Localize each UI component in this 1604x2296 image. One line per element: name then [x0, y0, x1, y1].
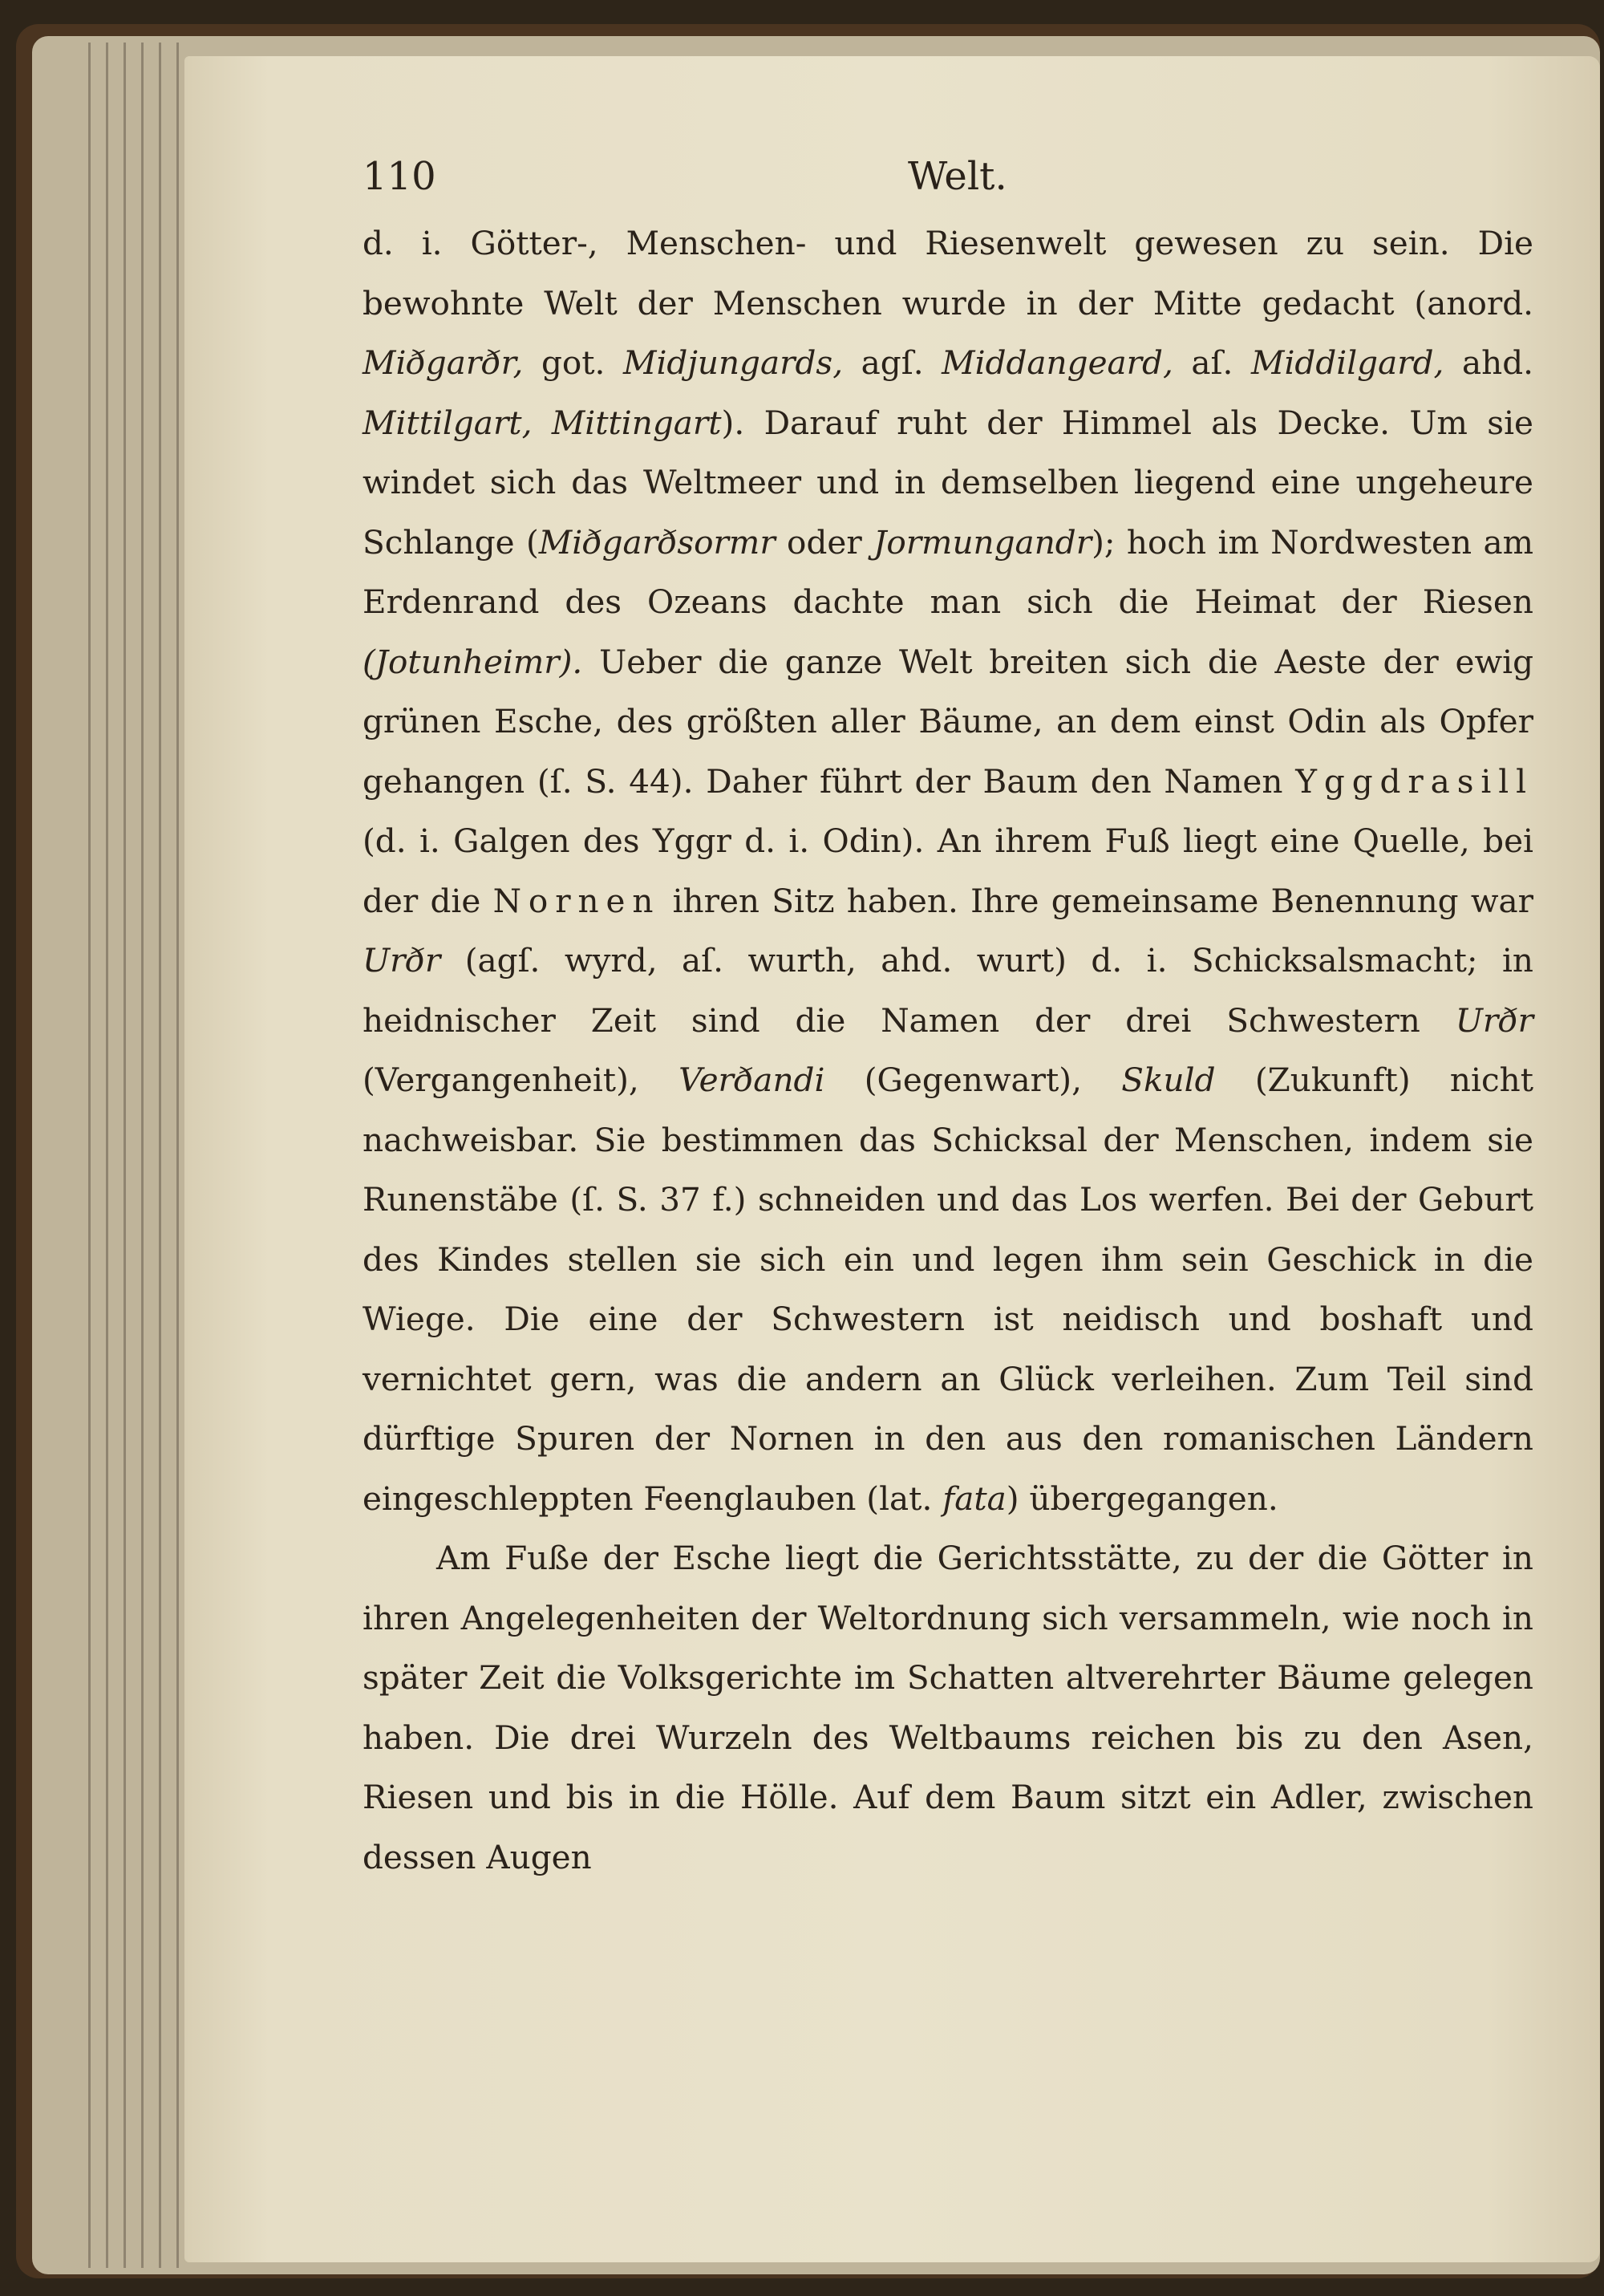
italic-term: Mittilgart, Mittingart: [363, 403, 722, 442]
italic-term: Jormungandr: [873, 522, 1092, 562]
italic-term: Middangeard,: [942, 343, 1173, 382]
text-run: agſ.: [843, 343, 942, 382]
text-run: (d. i. Galgen des Yggr d. i. Odin). An ihrem Fuß liegt eine Quelle, bei der die: [363, 821, 1533, 920]
body-paragraph: [363, 1528, 1533, 1887]
italic-term: Middilgard,: [1250, 343, 1444, 382]
text-run: (agſ. wyrd, aſ. wurth, ahd. wurt) d. i. Schicksalsmacht; in heidnischer Zeit sind die Namen der drei Schwestern: [363, 941, 1533, 1040]
page-leaf-edge: [88, 43, 91, 2268]
text-run: got.: [523, 343, 623, 382]
text-run: ahd.: [1444, 343, 1533, 382]
spaced-term: Yggdrasill: [1295, 761, 1533, 801]
italic-term: Miðgarðsormr: [538, 522, 776, 562]
italic-term: Urðr: [363, 941, 441, 980]
text-run: Ueber die ganze Welt breiten sich die Aeste der ewig grünen Esche, des größten aller Bäume, an dem einst Odin als Opfer gehangen (ſ. S. 44). Daher führt der Baum den Namen: [363, 642, 1533, 801]
page-leaf-edge: [159, 43, 161, 2268]
italic-term: Urðr: [1455, 1000, 1533, 1040]
body-paragraph: [363, 213, 1533, 1528]
text-run: ). Darauf ruht der Himmel als Decke. Um sie windet sich das Weltmeer und in demselben liegend eine ungeheure Schlange (: [363, 403, 1533, 562]
page-leaf-edge: [124, 43, 126, 2268]
running-title: Welt.: [908, 154, 1007, 199]
text-run: (Zukunft) nicht nachweisbar. Sie bestimmen das Schicksal der Menschen, indem sie Runenstäbe (ſ. S. 37 f.) schneiden und das Los werfen. Bei der Geburt des Kindes stellen sie sich ein und legen ihm sein Geschick in die Wiege. Die eine der Schwestern ist neidisch und boshaft und vernichtet gern, was die andern an Glück verleihen. Zum Teil sind dürftige Spuren der Nornen in den aus den romanischen Ländern eingeschleppten Feenglauben (lat.: [363, 1061, 1534, 1518]
page-text-block: [363, 146, 1533, 1887]
spaced-term: Nornen: [492, 881, 661, 920]
text-run: (Gegenwart),: [824, 1061, 1122, 1099]
text-run: oder: [775, 522, 874, 562]
text-run: aſ.: [1173, 343, 1251, 382]
running-head: [363, 146, 1533, 213]
text-run: (Vergangenheit),: [363, 1061, 679, 1099]
italic-term: Miðgarðr,: [363, 343, 524, 382]
italic-term: (Jotunheimr).: [363, 642, 583, 681]
text-run: d. i. Götter-, Menschen- und Riesenwelt gewesen zu sein. Die bewohnte Welt der Menschen wurde in der Mitte gedacht (anord.: [363, 224, 1533, 322]
page-leaf-edge: [176, 43, 179, 2268]
page-leaf-edge: [106, 43, 108, 2268]
text-run: Am Fuße der Esche liegt die Gerichtsstätte, zu der die Götter in ihren Angelegenheiten der Weltordnung sich versammeln, wie noch in später Zeit die Volksgerichte im Schatten altverehrter Bäume gelegen haben. Die drei Wurzeln des Weltbaums reichen bis zu den Asen, Riesen und bis in die Hölle. Auf dem Baum sitzt ein Adler, zwischen dessen Augen: [363, 1539, 1533, 1876]
italic-term: Verðandi: [678, 1061, 825, 1099]
italic-term: Skuld: [1121, 1061, 1216, 1099]
text-run: ihren Sitz haben. Ihre gemeinsame Benennung war: [660, 881, 1533, 920]
text-run: ); hoch im Nordwesten am Erdenrand des Ozeans dachte man sich die Heimat der Riesen: [363, 522, 1533, 621]
text-run: ) übergegangen.: [1006, 1479, 1278, 1518]
page-leaf-edge: [141, 43, 144, 2268]
italic-term: Midjungards,: [622, 343, 844, 382]
italic-term: fata: [942, 1479, 1007, 1518]
page-number: 110: [363, 154, 436, 199]
body-paragraphs: [363, 213, 1533, 1887]
